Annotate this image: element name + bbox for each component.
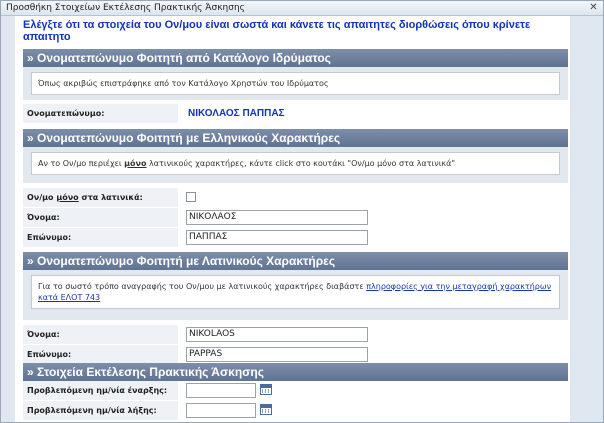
latin-only-row xyxy=(23,188,568,208)
start-date-input[interactable] xyxy=(186,383,256,398)
section-greek-name-heading: » Ονοματεπώνυμο Φοιτητή με Ελληνικούς Χαρακτήρες xyxy=(23,129,568,147)
section-institution-catalog-heading: » Ονοματεπώνυμο Φοιτητή από Κατάλογο Ιδρύματος xyxy=(23,49,568,67)
section-latin-name-heading: » Ονοματεπώνυμο Φοιτητή με Λατινικούς Χαρακτήρες xyxy=(23,252,568,270)
latin-lastname-input[interactable] xyxy=(186,347,368,362)
end-date-value-cell xyxy=(178,401,568,420)
greek-firstname-label: Όνομα: xyxy=(27,213,60,222)
greek-lastname-label: Επώνυμο: xyxy=(27,233,72,242)
end-date-row xyxy=(23,401,568,421)
fullname-row xyxy=(23,104,568,124)
greek-lastname-input[interactable] xyxy=(186,230,368,245)
end-date-calendar-icon[interactable] xyxy=(260,404,272,415)
fullname-value: ΝΙΚΟΛΑΟΣ ΠΑΠΠΑΣ xyxy=(188,108,285,119)
latin-only-label-emphasis: μόνο xyxy=(56,193,79,202)
dialog-content xyxy=(15,16,570,422)
latin-only-checkbox[interactable] xyxy=(186,192,196,202)
latin-lastname-label: Επώνυμο: xyxy=(27,350,72,359)
start-date-calendar-icon[interactable] xyxy=(260,384,272,395)
latin-only-label-before: Ον/μο xyxy=(27,193,57,202)
start-date-value-cell xyxy=(178,381,568,400)
scrollbar[interactable] xyxy=(576,16,586,422)
note-text: Όπως ακριβώς επιστράφηκε από τον Κατάλογο Χρηστών του Ιδρύματος xyxy=(31,72,560,95)
note-text xyxy=(31,275,560,309)
latin-lastname-value-cell xyxy=(178,345,568,364)
intro-instructions: Ελέγξτε ότι τα στοιχεία του Ον/μου είναι σωστά και κάνετε τις απαιτητες διορθώσεις όπου κρίνετε απαιτητο xyxy=(23,19,531,43)
latin-only-value-cell xyxy=(178,188,568,207)
start-date-label: Προβλεπόμενη ημ/νία έναρξης: xyxy=(27,386,168,395)
start-date-row xyxy=(23,381,568,401)
dialog-title: Προσθήκη Στοιχείων Εκτέλεσης Πρακτικής Άσκησης xyxy=(6,3,245,13)
latin-firstname-value-cell xyxy=(178,325,568,344)
note-text-emphasis: μόνο xyxy=(124,159,147,168)
dialog-titlebar[interactable] xyxy=(1,1,603,16)
latin-firstname-row xyxy=(23,325,568,345)
greek-lastname-row xyxy=(23,228,568,248)
end-date-input[interactable] xyxy=(186,403,256,418)
end-date-label: Προβλεπόμενη ημ/νία λήξης: xyxy=(27,406,157,415)
fullname-label: Ονοματεπώνυμο: xyxy=(27,109,105,118)
greek-firstname-input[interactable] xyxy=(186,210,368,225)
note-text-plain: Για το σωστό τρόπο αναγραφής του Ον/μου με λατινικούς χαρακτήρες διαβάστε xyxy=(38,282,367,291)
latin-only-label-after: στα λατινικά: xyxy=(78,193,143,202)
section-institution-catalog-note xyxy=(23,67,568,100)
section-practice-details-heading: » Στοιχεία Εκτέλεσης Πρακτικής Άσκησης xyxy=(23,363,568,381)
latin-lastname-row xyxy=(23,345,568,365)
transliteration-info-link[interactable]: πληροφορίες για την μεταγραφή χαρακτήρων κατά ΕΛΟΤ 743 xyxy=(38,282,552,302)
note-text-after: λατινικούς χαρακτήρες, κάντε click στο κουτάκι "Ον/μο μόνο στα λατινικά" xyxy=(146,159,456,168)
note-text-before: Αν το Ον/μο περιέχει xyxy=(38,159,125,168)
greek-firstname-value-cell xyxy=(178,208,568,227)
greek-firstname-row xyxy=(23,208,568,228)
section-latin-name-note xyxy=(23,270,568,320)
latin-only-label xyxy=(27,188,177,207)
section-greek-name-note xyxy=(23,147,568,183)
close-icon[interactable]: ✕ xyxy=(589,2,598,13)
latin-firstname-input[interactable] xyxy=(186,327,368,342)
fullname-value-cell xyxy=(178,104,568,123)
note-text xyxy=(31,152,560,175)
greek-lastname-value-cell xyxy=(178,228,568,247)
latin-firstname-label: Όνομα: xyxy=(27,330,60,339)
